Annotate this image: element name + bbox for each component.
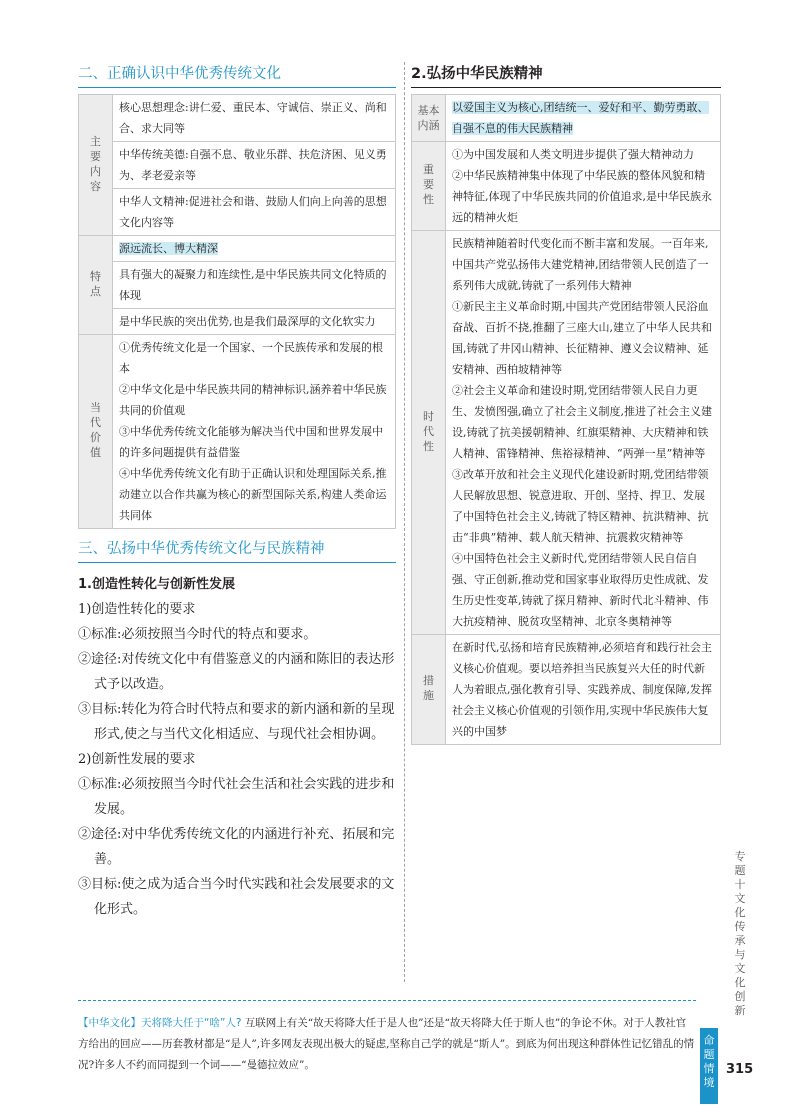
- table-cell: ①优秀传统文化是一个国家、一个民族传承和发展的根本 ②中华文化是中华民族共同的精神标识,涵养着中华民族共同的价值观 ③中华优秀传统文化能够为解决当代中国和世界发展中的许多问题提供有益借鉴 ④中华优秀传统文化有助于正确认识和处理国际关系,推动建立以合作共赢为核心的新型国际关系,构建人类命运共同体: [113, 335, 396, 529]
- traditional-culture-table: [78, 94, 396, 529]
- page-number: 315: [726, 1062, 754, 1077]
- paragraph: 1)创造性转化的要求: [78, 602, 196, 617]
- paragraph: ②途径:对传统文化中有借鉴意义的内涵和陈旧的表达形式予以改造。: [78, 652, 395, 692]
- table-cell: 是中华民族的突出优势,也是我们最深厚的文化软实力: [113, 309, 396, 335]
- row-label-basic-meaning: 基本内涵: [412, 95, 446, 142]
- row-label-features: 特点: [79, 236, 113, 335]
- row-label-era: 时代性: [412, 231, 446, 635]
- note-tag: 【中华文化】: [78, 1017, 141, 1029]
- table-cell: 中华人文精神:促进社会和谐、鼓励人们向上向善的思想文化内容等: [113, 189, 396, 236]
- row-label-contemporary-value: 当代价值: [79, 335, 113, 529]
- culture-note: [78, 1000, 696, 1076]
- paragraph: ③目标:使之成为适合当今时代实践和社会发展要求的文化形式。: [78, 877, 395, 917]
- table-cell-highlight: 源远流长、博大精深: [113, 236, 396, 262]
- paragraph: 2)创新性发展的要求: [78, 752, 196, 767]
- row-label-importance: 重要性: [412, 142, 446, 231]
- section-title-1: 二、正确认识中华优秀传统文化: [78, 62, 396, 88]
- column-divider: [404, 62, 405, 982]
- note-headline: 天将降大任于“啥”人?: [141, 1017, 242, 1029]
- body-text: [78, 597, 396, 922]
- paragraph: ①标准:必须按照当今时代社会生活和社会实践的进步和发展。: [78, 777, 395, 817]
- subsection-title-2: 2.弘扬中华民族精神: [411, 62, 721, 88]
- table-cell: 核心思想理念:讲仁爱、重民本、守诚信、崇正义、尚和合、求大同等: [113, 95, 396, 142]
- table-cell: ①为中国发展和人类文明进步提供了强大精神动力 ②中华民族精神集中体现了中华民族的整体风貌和精神特征,体现了中华民族共同的价值追求,是中华民族永远的精神火炬: [446, 142, 721, 231]
- table-cell: 在新时代,弘扬和培育民族精神,必须培育和践行社会主义核心价值观。要以培养担当民族复兴大任的时代新人为着眼点,强化教育引导、实践养成、制度保障,发挥社会主义核心价值观的引领作用,实现中华民族伟大复兴的中国梦: [446, 635, 721, 745]
- row-label-main-content: 主要内容: [79, 95, 113, 236]
- table-cell: 民族精神随着时代变化而不断丰富和发展。一百年来,中国共产党弘扬伟大建党精神,团结带领人民创造了一系列伟大成就,铸就了一系列伟大精神 ①新民主主义革命时期,中国共产党团结带领人民浴血奋战、百折不挠,推翻了三座大山,建立了中华人民共和国,铸就了井冈山精神、长征精神、遵义会议精神、延安精神、西柏坡精神等 ②社会主义革命和建设时期,党团结带领人民自力更生、发愤图强,确立了社会主义制度,推进了社会主义建设,铸就了抗美援朝精神、红旗渠精神、大庆精神和铁人精神、雷锋精神、焦裕禄精神、“两弹一星”精神等 ③改革开放和社会主义现代化建设新时期,党团结带领人民解放思想、锐意进取、开创、坚持、捍卫、发展了中国特色社会主义,铸就了特区精神、抗洪精神、抗击“非典”精神、载人航天精神、抗震救灾精神等 ④中国特色社会主义新时代,党团结带领人民自信自强、守正创新,推动党和国家事业取得历史性成就、发生历史性变革,铸就了探月精神、新时代北斗精神、伟大抗疫精神、脱贫攻坚精神、北京冬奥精神等: [446, 231, 721, 635]
- scenario-tab: 命题情境: [700, 1028, 718, 1104]
- note-text: 互联网上有关“故天将降大任于是人也”还是“故天将降大任于斯人也”的争论不休。对于人教社官方给出的回应——历套教材都是“是人”,许多网友表现出极大的疑虑,坚称自己学的就是“斯人”。到底为何出现这种群体性记忆错乱的情况?许多人不约而同提到一个词——“曼德拉效应”。: [78, 1017, 695, 1071]
- chapter-side-label: 专题十 文化传承与文化创新: [734, 850, 746, 1017]
- section-title-3: 三、弘扬中华优秀传统文化与民族精神: [78, 537, 396, 563]
- row-label-measures: 措施: [412, 635, 446, 745]
- table-cell: 中华传统美德:自强不息、敬业乐群、扶危济困、见义勇为、孝老爱亲等: [113, 142, 396, 189]
- subsection-title-1: 1.创造性转化与创新性发展: [78, 577, 235, 592]
- paragraph: ②途径:对中华优秀传统文化的内涵进行补充、拓展和完善。: [78, 827, 395, 867]
- table-cell-highlight: 以爱国主义为核心,团结统一、爱好和平、勤劳勇敢、自强不息的伟大民族精神: [446, 95, 721, 142]
- left-column: [78, 62, 396, 922]
- right-column: [411, 62, 721, 745]
- national-spirit-table: [411, 94, 721, 745]
- paragraph: ①标准:必须按照当今时代的特点和要求。: [78, 627, 317, 642]
- table-cell: 具有强大的凝聚力和连续性,是中华民族共同文化特质的体现: [113, 262, 396, 309]
- paragraph: ③目标:转化为符合时代特点和要求的新内涵和新的呈现形式,使之与当代文化相适应、与现代社会相协调。: [78, 702, 395, 742]
